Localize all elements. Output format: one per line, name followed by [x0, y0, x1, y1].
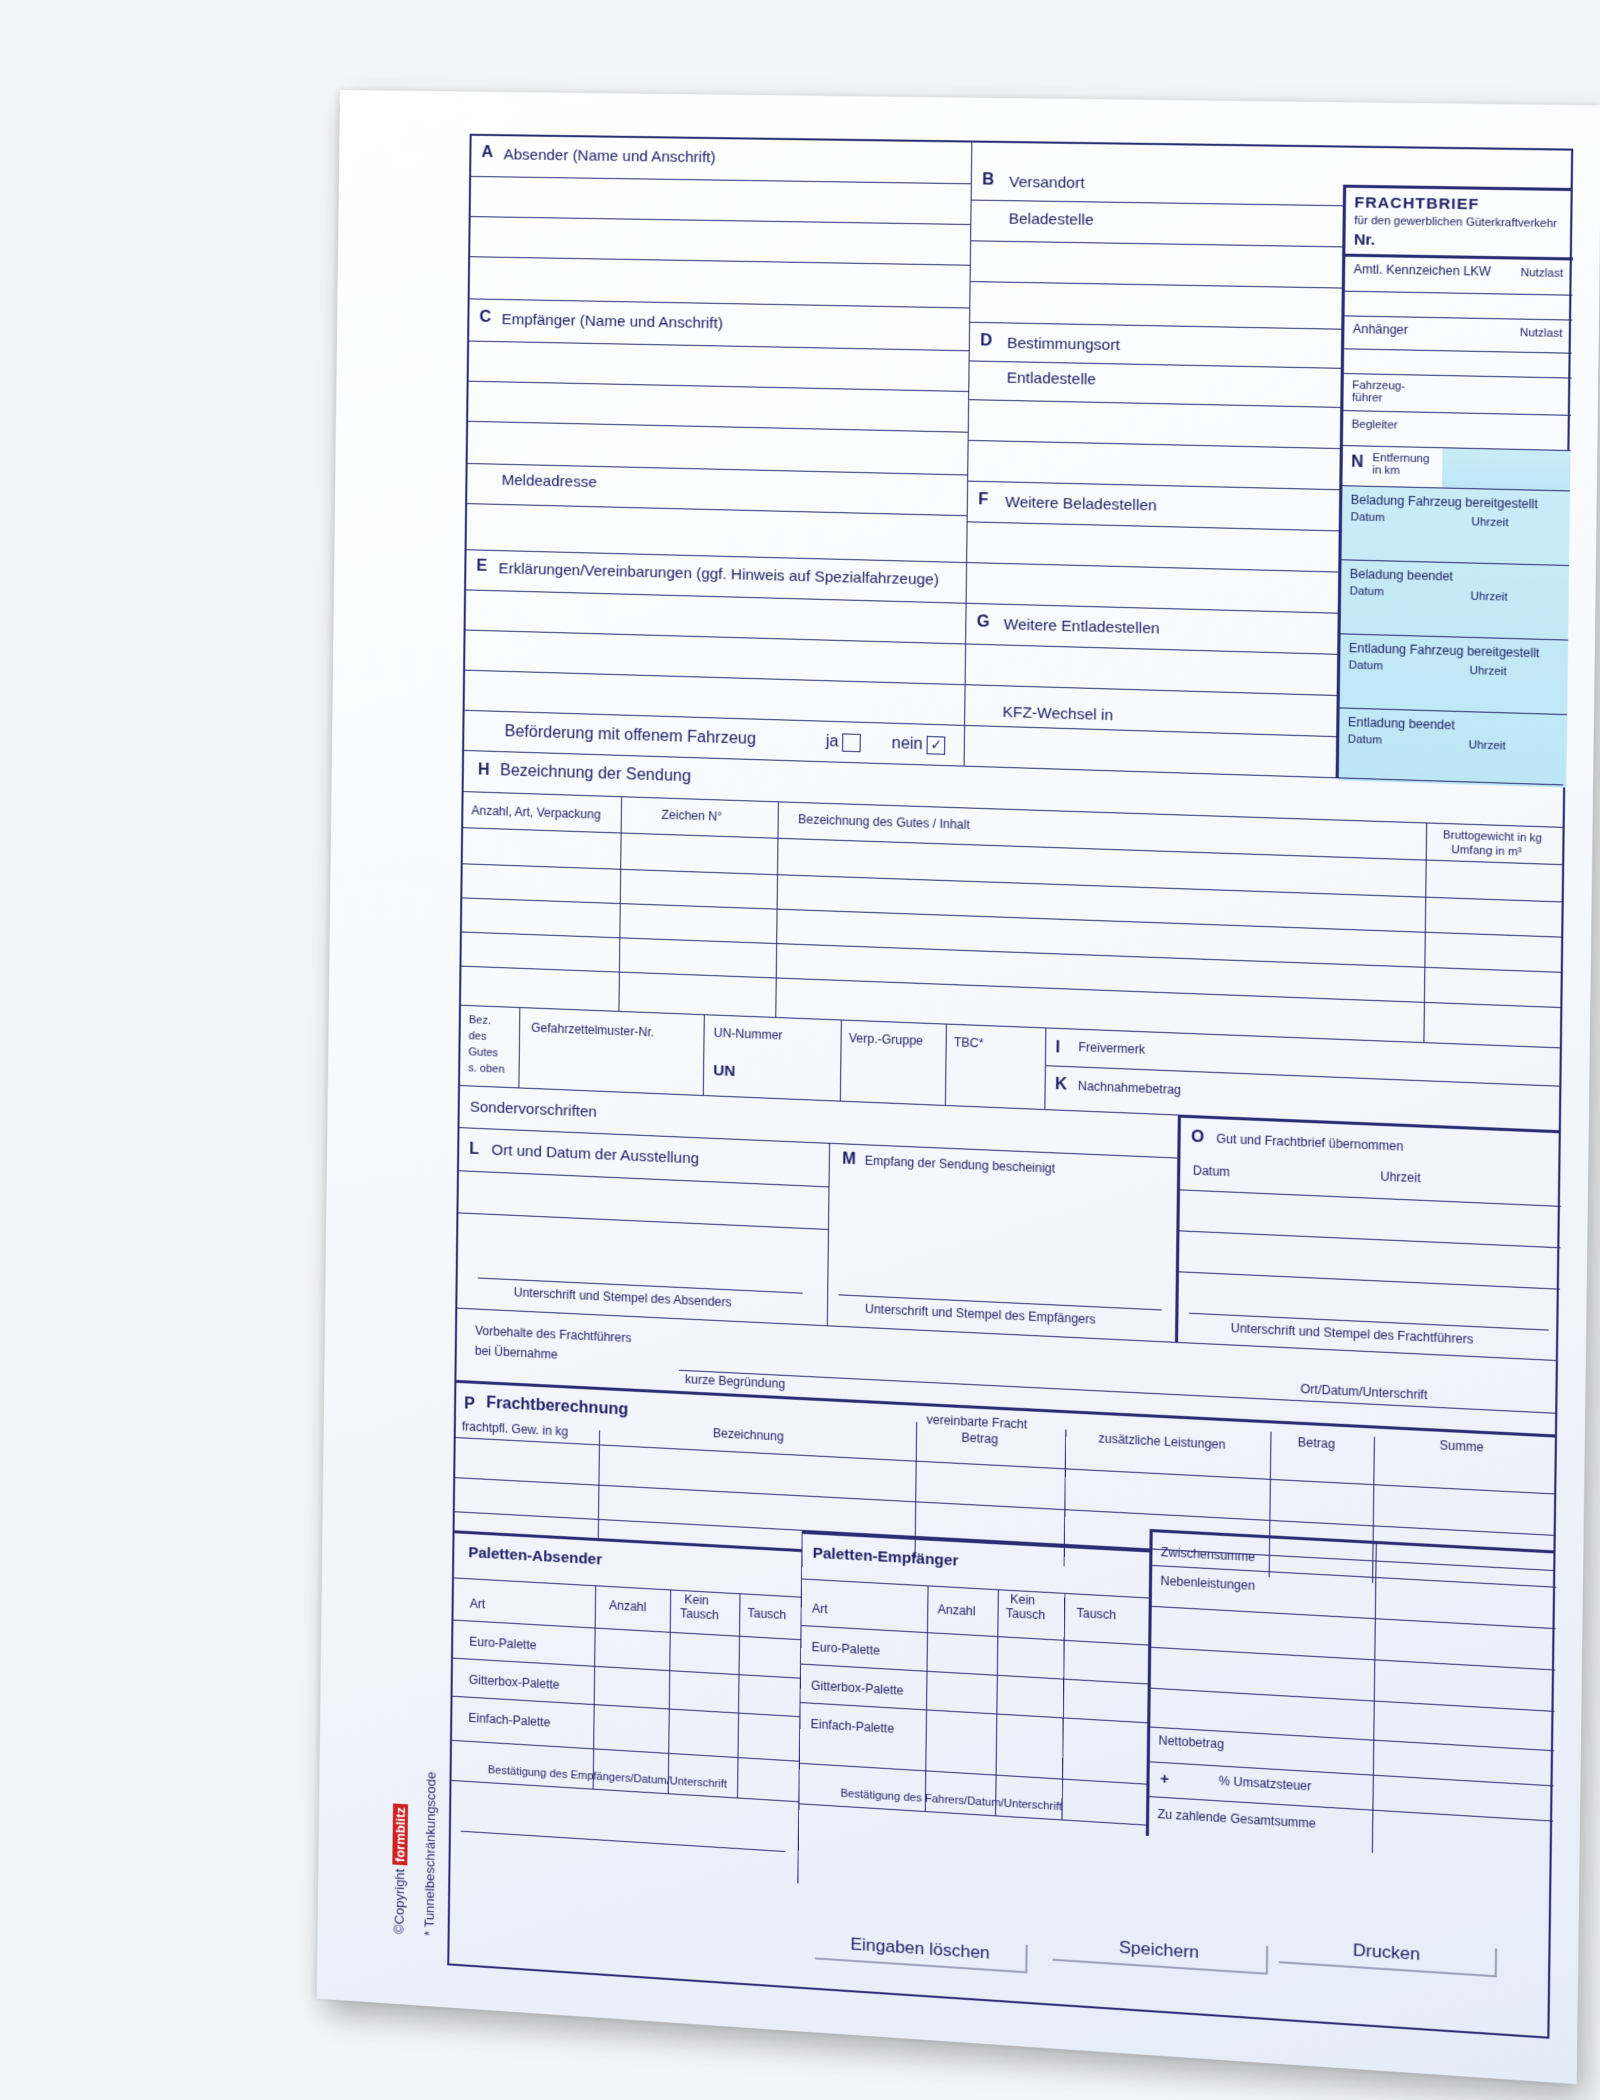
frachtbrief-form: [447, 134, 1573, 2039]
form-sheet: [317, 90, 1600, 2084]
bestimmungsort-label: Bestimmungsort: [1007, 334, 1120, 355]
paletten-empfaenger-title: Paletten-Empfänger: [812, 1544, 959, 1570]
section-a-label: Absender (Name und Anschrift): [503, 146, 716, 167]
ladezeiten-block: [1339, 485, 1570, 787]
ladezeit-row[interactable]: Beladung beendet Datum Uhrzeit: [1341, 559, 1569, 639]
section-d-letter: D: [980, 332, 993, 350]
section-h-letter: H: [477, 761, 490, 779]
section-m: [827, 1143, 1177, 1342]
section-o-letter: O: [1191, 1128, 1205, 1147]
entladestelle-label: Entladestelle: [1006, 369, 1097, 389]
middle-top-block: [964, 143, 1344, 778]
entfernung-label-1: Entfernung: [1372, 451, 1430, 466]
vorbehalte-label-1: Vorbehalte des Frachtführers: [475, 1323, 632, 1346]
tunnel-footnote: * Tunnelbeschränkungscode: [421, 1771, 439, 1937]
palette-row: Euro-Palette: [811, 1639, 881, 1658]
beladestelle-label: Beladestelle: [1008, 210, 1094, 230]
section-l-letter: L: [469, 1140, 480, 1159]
verp-gruppe-label: Verp.-Gruppe: [848, 1030, 924, 1049]
right-top-block: [1336, 185, 1571, 785]
absender-bestaetigung-label: Bestätigung des Empfängers/Datum/Unterschrift: [487, 1764, 728, 1791]
entfernung-field[interactable]: [1442, 448, 1570, 490]
nein-checkbox[interactable]: ✓: [927, 736, 946, 755]
p-bezeichnung-header: Bezeichnung: [712, 1425, 784, 1444]
gesamtsumme-label: Zu zahlende Gesamtsumme: [1157, 1806, 1316, 1831]
section-h-label: Bezeichnung der Sendung: [499, 762, 692, 786]
section-e-letter: E: [476, 557, 488, 575]
ladezeit-row[interactable]: Entladung Fahrzeug bereitgestellt Datum Uhrzeit: [1340, 633, 1568, 714]
palette-row: Euro-Palette: [469, 1634, 537, 1653]
un-prefix: UN: [713, 1062, 736, 1081]
entfernung-label-2: in km: [1372, 464, 1401, 478]
nachnahme-label: Nachnahmebetrag: [1077, 1078, 1182, 1098]
section-o-label: Gut und Frachtbrief übernommen: [1216, 1131, 1404, 1154]
section-n-letter: N: [1351, 453, 1364, 472]
plus-sign: +: [1159, 1770, 1170, 1789]
section-l-label: Ort und Datum der Ausstellung: [491, 1141, 700, 1168]
clear-inputs-button[interactable]: Eingaben löschen: [815, 1931, 1028, 1973]
col-zeichen-header: Zeichen N°: [661, 807, 723, 824]
section-c-letter: C: [479, 308, 492, 326]
l-signature-label: Unterschrift und Stempel des Absenders: [513, 1285, 732, 1310]
left-top-block: [464, 136, 971, 766]
print-button[interactable]: Drucken: [1279, 1934, 1498, 1977]
un-nummer-label: UN-Nummer: [713, 1025, 783, 1043]
col-bezeichnung-header: Bezeichnung des Gutes / Inhalt: [798, 812, 970, 832]
form-subtitle: für den gewerblichen Güterkraftverkehr: [1354, 214, 1558, 231]
weitere-entladestellen-label: Weitere Entladestellen: [1003, 615, 1160, 638]
palette-row: Gitterbox-Palette: [810, 1678, 904, 1698]
section-c-label: Empfänger (Name und Anschrift): [501, 311, 724, 333]
gewicht-label: frachtpfl. Gew. in kg: [461, 1419, 569, 1439]
kennzeichen-label: Amtl. Kennzeichen LKW: [1353, 262, 1492, 279]
ladezeit-row[interactable]: Beladung Fahrzeug bereitgestellt Datum Uhrzeit: [1342, 485, 1571, 565]
paletten-absender: Paletten-Absender Art Anzahl Kein Tausch Tausch Euro-Palette Gitterbox-Palette Einfach-Palette Bestätigung des Empfängers/Datum/Unterschrift: [451, 1530, 802, 1883]
zus-leistungen-header: zusätzliche Leistungen: [1098, 1431, 1226, 1452]
nutzlast-label-2: Nutzlast: [1519, 326, 1563, 341]
col-umfang-header: Umfang in m³: [1451, 843, 1522, 859]
section-a-letter: A: [481, 143, 494, 162]
section-m-letter: M: [842, 1150, 856, 1169]
empfaenger-bestaetigung-label: Bestätigung des Fahrers/Datum/Unterschrift: [840, 1787, 1063, 1814]
summe-header: Summe: [1439, 1437, 1484, 1455]
sondervorschriften-label: Sondervorschriften: [469, 1098, 597, 1121]
freivermerk-label: Freivermerk: [1078, 1039, 1146, 1057]
section-i-letter: I: [1055, 1039, 1061, 1057]
betrag-header: Betrag: [1297, 1435, 1336, 1452]
begleiter-label: Begleiter: [1351, 418, 1398, 432]
section-h: [461, 750, 1563, 1047]
ort-datum-label: Ort/Datum/Unterschrift: [1300, 1381, 1428, 1403]
section-g-letter: G: [976, 613, 990, 631]
o-uhrzeit-label: Uhrzeit: [1380, 1169, 1421, 1186]
summen-block: [1146, 1529, 1554, 1861]
zwischensumme-label: Zwischensumme: [1160, 1544, 1256, 1565]
col-anzahl-header: Anzahl, Art, Verpackung: [471, 803, 601, 822]
copyright-footer: ©Copyright formblitz: [391, 1804, 408, 1935]
offen-nein[interactable]: nein ✓: [891, 735, 945, 755]
section-b-letter: B: [982, 171, 995, 189]
palette-row: Einfach-Palette: [468, 1710, 551, 1730]
anhaenger-label: Anhänger: [1352, 321, 1409, 338]
section-l: [457, 1127, 829, 1325]
o-datum-label: Datum: [1192, 1163, 1230, 1180]
fahrzeugfuehrer-label-1: Fahrzeug-: [1352, 379, 1406, 393]
begruendung-label: kurze Begründung: [684, 1372, 786, 1392]
meldeadresse-label: Meldeadresse: [501, 471, 597, 492]
kfz-wechsel-label: KFZ-Wechsel in: [1002, 703, 1114, 725]
ja-checkbox[interactable]: [843, 733, 862, 752]
nutzlast-label-1: Nutzlast: [1520, 266, 1564, 281]
tbc-label: TBC*: [953, 1035, 984, 1051]
fahrzeugfuehrer-label-2: führer: [1351, 391, 1383, 405]
section-e-label: Erklärungen/Vereinbarungen (ggf. Hinweis auf Spezialfahrzeuge): [498, 560, 940, 589]
palette-row: Gitterbox-Palette: [468, 1672, 560, 1692]
section-o: [1175, 1115, 1559, 1360]
vorbehalte-label-2: bei Übernahme: [474, 1343, 558, 1362]
nebenleistungen-label: Nebenleistungen: [1160, 1573, 1256, 1594]
ladezeit-row[interactable]: Entladung beendet Datum Uhrzeit: [1339, 707, 1567, 787]
section-f-letter: F: [978, 491, 989, 509]
section-p-letter: P: [464, 1395, 475, 1413]
paletten-absender-title: Paletten-Absender: [468, 1544, 603, 1569]
o-signature-label: Unterschrift und Stempel des Frachtführers: [1230, 1320, 1474, 1347]
formblitz-logo: formblitz: [392, 1804, 408, 1866]
gefahrgut-row: Bez. des Gutes s. oben Gefahrzettelmuster-Nr. UN-Nummer UN Verp.-Gruppe TBC* I Freivermerk K Nachnahmebetrag: [460, 1005, 1560, 1130]
weitere-beladestellen-label: Weitere Beladestellen: [1005, 493, 1157, 515]
section-p-label: Frachtberechnung: [486, 1394, 629, 1419]
offen-ja[interactable]: ja: [826, 733, 862, 753]
gefahrzettel-label: Gefahrzettelmuster-Nr.: [531, 1020, 655, 1040]
m-signature-label: Unterschrift und Stempel des Empfängers: [864, 1301, 1096, 1327]
umsatzsteuer-label: % Umsatzsteuer: [1218, 1773, 1312, 1794]
save-button[interactable]: Speichern: [1052, 1932, 1268, 1975]
versandort-label: Versandort: [1009, 173, 1085, 193]
nettobetrag-label: Nettobetrag: [1158, 1733, 1225, 1752]
palette-row: Einfach-Palette: [810, 1716, 895, 1736]
offenes-fahrzeug-label: Beförderung mit offenem Fahrzeug: [504, 723, 757, 748]
section-k-letter: K: [1054, 1075, 1068, 1094]
paletten-empfaenger: Paletten-Empfänger Art Anzahl Kein Tausch Tausch Euro-Palette Gitterbox-Palette Einfach-Palette Bestätigung des Fahrers/Datum/Unterschrift: [797, 1531, 1149, 1906]
form-number-label: Nr.: [1353, 231, 1376, 249]
form-title: FRACHTBRIEF: [1354, 194, 1480, 214]
section-m-label: Empfang der Sendung bescheinigt: [864, 1153, 1056, 1176]
col-gewicht-header: Bruttogewicht in kg: [1442, 829, 1543, 845]
fracht-header-2: Betrag: [961, 1430, 999, 1447]
fracht-header-1: vereinbarte Fracht: [926, 1412, 1028, 1432]
